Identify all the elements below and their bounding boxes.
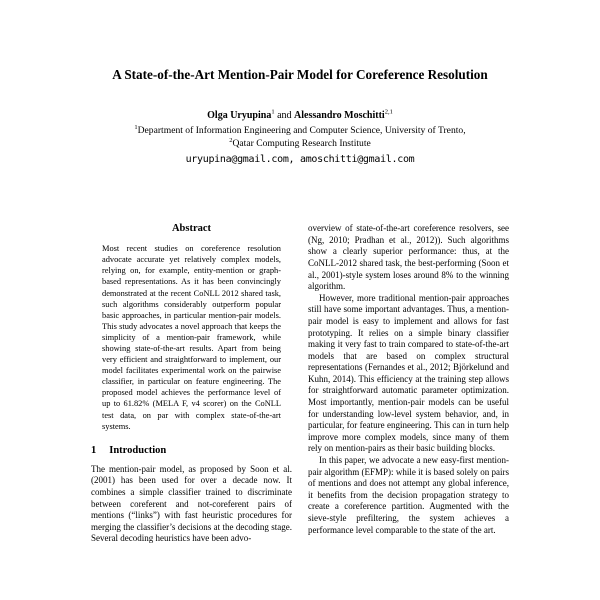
- two-column-body: [91, 223, 509, 545]
- affiliation-2-text: Qatar Computing Research Institute: [232, 138, 371, 150]
- affiliation-2-mark: 2: [229, 136, 233, 144]
- intro-paragraph-1: The mention-pair model, as proposed by Soon et al. (2001) has been used for over a decade now. It combines a simple classifier trained to discriminate between coreferent and not-coreferent pairs of mentions (“links”) with fast heuristic procedures for merging the classifier’s decisions at the decoding stage. Several decoding heuristics have been advo-: [91, 463, 292, 544]
- left-column: [91, 223, 292, 545]
- right-column-paragraph-3: In this paper, we advocate a new easy-first mention-pair algorithm (EFMP): while it is based solely on pairs of mentions and does not attempt any global inference, it benefits from the decision propagation strategy to create a coreference partition. Augmented with the sieve-style prefiltering, the system achieves a performance level comparable to the state of the art.: [308, 455, 509, 535]
- section-1-heading: [91, 445, 292, 456]
- affiliation-1-text: Department of Information Engineering and Computer Science, University of Trento,: [137, 125, 466, 137]
- abstract-text: Most recent studies on coreference resolution advocate accurate yet relatively complex models, relying on, for example, entity-mention or graph-based representations. As it has been convincingly demonstrated at the recent CoNLL 2012 shared task, such algorithms considerably outperform popular basic approaches, in particular mention-pair models. This study advocates a novel approach that keeps the simplicity of a mention-pair framework, while showing state-of-the-art results. Apart from being very efficient and straightforward to implement, our model facilitates experimental work on the pairwise classifier, in particular on feature engineering. The proposed model achieves the performance level of up to 61.82% (MELA F, v4 scorer) on the CoNLL test data, on par with complex state-of-the-art systems.: [102, 244, 281, 431]
- affiliation-2: [91, 137, 509, 150]
- affiliation-1-mark: 1: [134, 123, 138, 131]
- section-1-title: Introduction: [109, 444, 167, 456]
- right-column-paragraph-2: However, more traditional mention-pair approaches still have some important advantages. Thus, a mention-pair model is easy to implement and allows for fast prototyping. It relies on a simple binary classifier making it very fast to train compared to state-of-the-art models that are based on complex structural representations (Fernandes et al., 2012; Björkelund and Kuhn, 2014). This efficiency at the training step allows for straightforward automatic parameter optimization. Most importantly, mention-pair models can be useful for understanding low-level system behavior, and, in particular, for feature engineering. This can in turn help improve more complex models, since many of them rely on mention-pairs as their basic building blocks.: [308, 292, 509, 454]
- right-column-paragraph-1: overview of state-of-the-art coreference resolvers, see (Ng, 2010; Pradhan et al., 2012)). Such algorithms show a clearly superior performance: thus, at the CoNLL-2012 shared task, the best-performing (Soon et al., 2001)-style system loses around 8% to the winning algorithm.: [308, 223, 509, 292]
- author-2-name: Alessandro Moschitti: [294, 110, 385, 122]
- author-line: [91, 110, 509, 121]
- author-emails: uryupina@gmail.com, amoschitti@gmail.com: [185, 154, 415, 166]
- affiliation-1: [91, 124, 509, 137]
- paper-title: A State-of-the-Art Mention-Pair Model for Coreference Resolution: [112, 67, 488, 82]
- author-1-affiliation-mark: 1: [271, 108, 275, 116]
- author-1-name: Olga Uryupina: [207, 110, 272, 122]
- right-column: [308, 223, 509, 545]
- author-2-affiliation-mark: 2,1: [384, 108, 393, 116]
- section-1-number: 1: [91, 444, 97, 456]
- abstract-heading: Abstract: [171, 223, 212, 235]
- author-separator: and: [274, 110, 295, 122]
